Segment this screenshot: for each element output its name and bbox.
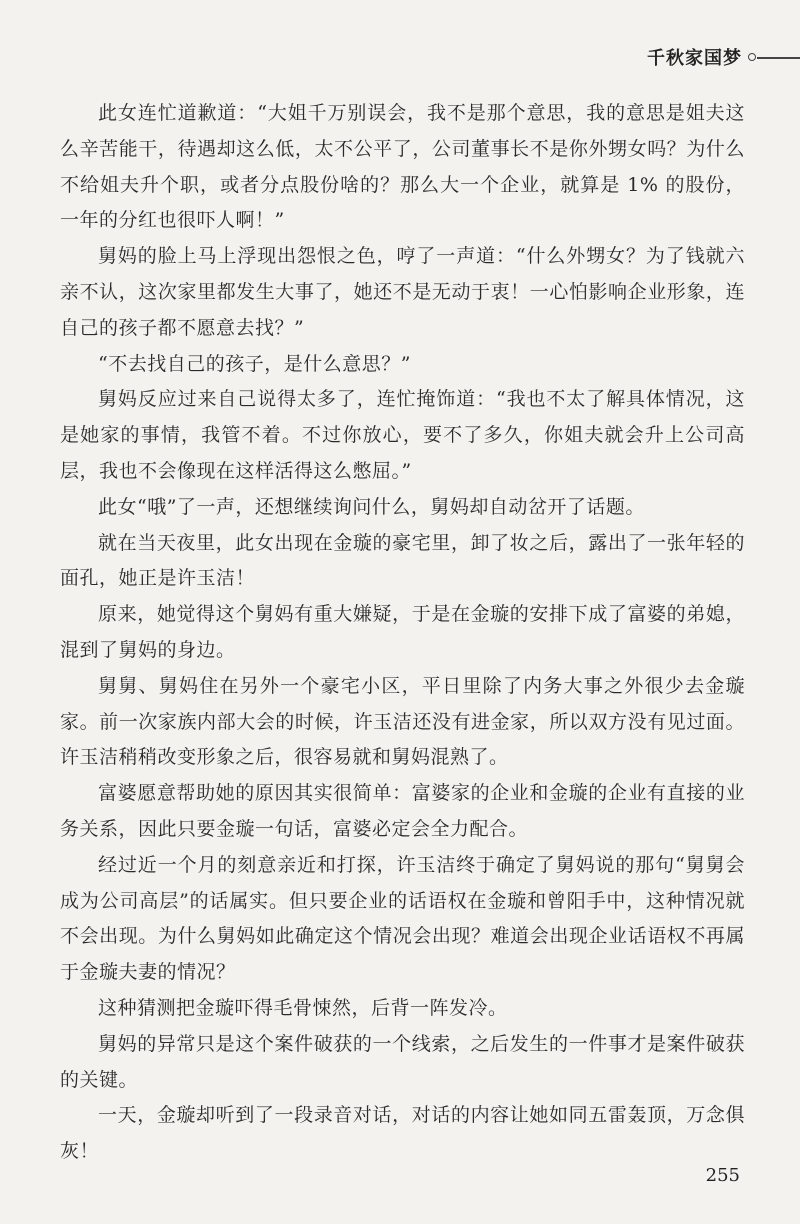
paragraph: 此女“哦”了一声，还想继续询问什么，舅妈却自动岔开了话题。 [98,495,645,518]
paragraph: 这种猜测把金璇吓得毛骨悚然，后背一阵发冷。 [98,996,508,1019]
paragraph: 舅妈反应过来自己说得太多了，连忙掩饰道：“我也不太了解具体情况，这是她家的事情，我管不着。不过你放心，要不了多久，你姐夫就会升上公司高层，我也不会像现在这样活得这么憋屈。” [60,388,745,482]
paragraph: 此女连忙道歉道：“大姐千万别误会，我不是那个意思，我的意思是姐夫这么辛苦能干，待遇却这么低，太不公平了，公司董事长不是你外甥女吗？为什么不给姐夫升个职，或者分点股份啥的？那么大一个企业，就算是 1% 的股份，一年的分红也很吓人啊！” [60,102,745,232]
paragraph: 就在当天夜里，此女出现在金璇的豪宅里，卸了妆之后，露出了一张年轻的面孔，她正是许玉洁！ [60,531,745,590]
paragraph: 富婆愿意帮助她的原因其实很简单：富婆家的企业和金璇的企业有直接的业务关系，因此只要金璇一句话，富婆必定会全力配合。 [60,782,745,840]
running-title: 千秋家国梦 [647,48,742,69]
page-number: 255 [705,1165,740,1186]
running-header [610,40,800,70]
paragraph: 舅妈的异常只是这个案件破获的一个线索，之后发生的一件事才是案件破获的关键。 [60,1032,745,1091]
paragraph: “不去找自己的孩子，是什么意思？” [98,352,411,375]
paragraph: 原来，她觉得这个舅妈有重大嫌疑，于是在金璇的安排下成了富婆的弟媳，混到了舅妈的身边。 [60,603,745,661]
header-ornament-icon [748,53,800,63]
paragraph: 舅舅、舅妈住在另外一个豪宅小区，平日里除了内务大事之外很少去金璇家。前一次家族内部大会的时候，许玉洁还没有进金家，所以双方没有见过面。许玉洁稍稍改变形象之后，很容易就和舅妈混熟了。 [60,674,745,769]
paragraph: 舅妈的脸上马上浮现出怨恨之色，哼了一声道：“什么外甥女？为了钱就六亲不认，这次家里都发生大事了，她还不是无动于衷！一心怕影响企业形象，连自己的孩子都不愿意去找？” [60,245,745,339]
paragraph: 经过近一个月的刻意亲近和打探，许玉洁终于确定了舅妈说的那句“舅舅会成为公司高层”的话属实。但只要企业的话语权在金璇和曾阳手中，这种情况就不会出现。为什么舅妈如此确定这个情况会出现？难道会出现企业话语权不再属于金璇夫妻的情况？ [60,853,745,984]
body-text [60,96,745,1170]
paragraph: 一天，金璇却听到了一段录音对话，对话的内容让她如同五雷轰顶，万念俱灰！ [60,1104,745,1163]
